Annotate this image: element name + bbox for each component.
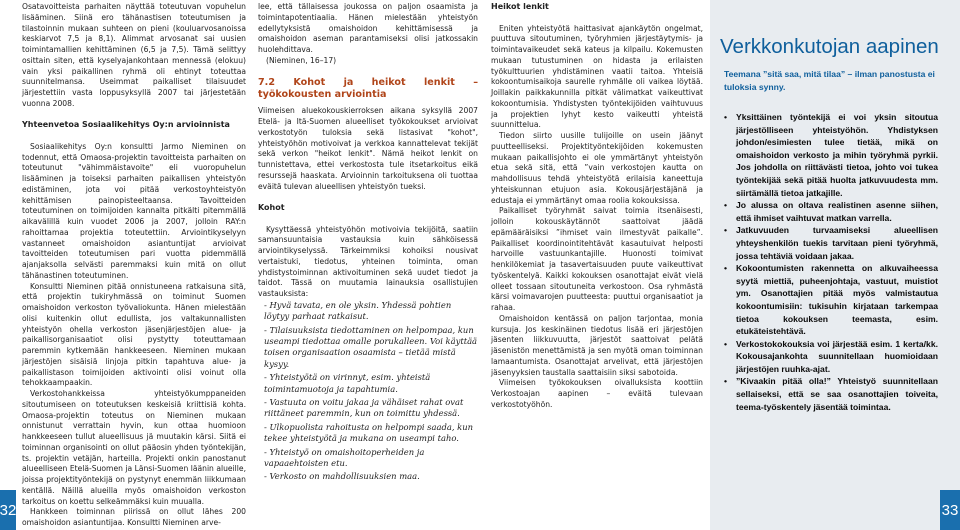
page-number-left: 32 — [0, 490, 16, 530]
quote-item: - Hyvä tavata, en ole yksin. Yhdessä pohtien löytyy parhaat ratkaisut. — [264, 299, 452, 322]
sidebar-box — [710, 0, 960, 530]
paragraph: Kysyttäessä yhteistyöhön motivoivia tekijöitä, saatiin samansuuntaisia vastauksia kuin sähköisessä arviointikyselyssä. Tärkeimmiksi kohoiksi nousivat vertaistuki, tiedotus, yhteinen toiminta, oman yhdistystoiminnan aktivoituminen sekä uudet tiedot ja taidot. Tässä on muutamia lainauksia osallistujien vastauksista: — [258, 224, 478, 298]
sidebar-title: Verkkonkutojan aapinen — [720, 35, 939, 58]
subheading-kohot: Kohot — [258, 203, 285, 212]
quote-item: - Yhteistyötä on virinnyt, esim. yhteistä toimintamuotoja ja tapahtumia. — [264, 372, 431, 394]
paragraph: Sosiaalikehitys Oy:n konsultti Jarmo Nieminen on todennut, että Omaosa-projektin tavoitteista parhaiten on toteutunut "vähimmäistavoite" eli vuoropuhelun lisääminen ja toiseksi parhaiten paikallisen yhteistyön edistäminen, jota voi pitää verkostoyhteistyön kehittämisen painopisteeltaansa. Tavoitteiden toteutuminen on toimijoiden kannalta pitkälti pitemmällä aikavälillä kuin vuodet 2006 ja 2007, jolloin RAY:n rahoittamaa projektia toteutettiin. Arviointikyselyyn vastanneet omaishoidon asiantuntijat arvioivat tavoitteiden toteutumisen pari vuotta pidemmällä ajanjaksolla selvästi paremmaksi kuin mitä on ollut tähänastinen toteutuminen. — [22, 141, 246, 280]
quote-item: - Vastuuta on voitu jakaa ja vähäiset rahat ovat riittäneet paremmin, kun on toimittu yhdessä. — [264, 397, 464, 419]
text-column-3 — [491, 2, 703, 411]
paragraph: lee, että tällaisessa joukossa on paljon osaamista ja toimintapotentiaalia. Hänen mielestään yhteistyön edellytyksistä omaishoidon kehittämisessä ja omaishoidon aseman parantamiseksi olisi jatkossakin huolehdittava. — [258, 2, 478, 54]
paragraph: Hankkeen toiminnan piirissä on ollut lähes 200 omaishoidon asiantuntijaa. Konsultti Nieminen arve- — [22, 507, 246, 527]
paragraph: Viimeisen työkokouksen oivalluksista koottiin Verkostoajan aapinen – eväitä tulevaan verkostotyöhön. — [491, 378, 703, 409]
paragraph: Omaishoidon kentässä on paljon tarjontaa, monia kursuja. Jos keskinäinen tiedotus lisää eri järjestöjen jäsenten liikkuvuutta, järjestöt saattoivat pelätä jäsenistön menettämistä ja sen myötä oman toiminnan lamaantumista. Osanottajat arvelivat, että järjestöjen jäsenyyksien taustalla saattaisiin siksi sabotoida. — [491, 313, 703, 377]
quote-item: - Ulkopuolista rahoitusta on helpompi saada, kun tekee yhteistyötä ja mukana on useampi taho. — [264, 421, 474, 444]
section-heading: 7.2 Kohot ja heikot lenkit – työkokousten arviointia — [258, 77, 478, 100]
bullet-item: • ”Kivaakin pitää olla!” Yhteistyö suunnitellaan sellaiseksi, että se saa osanottajien toiveita, teema-työskentely jäsentää toimintaa. — [724, 375, 938, 413]
paragraph: Verkostohankkeissa yhteistyökumppaneiden sitoutumiseen on toteutuksen keskeisiä kriittisiä kohta. Omaosa-projektin toteutus on Nieminen mukaan onnistunut verrattain hyvin, kun ottaa huomioon hankkeeseen tullut alueellisuus jä muutakin kärsi. Siitä ei toiminnan organisointi on ollut pääosin yhden työntekijän, ts. projektin vetäjän, harteilla. Projekti onkin panostanut alueelliseen Etelä-Suomen ja Länsi-Suomen läänin alueille, joissa projektityöntekijä on pystynyt enemmän liikkumaan kentällä. Näillä alueilla myös omaishoidon verkoston tarkoitus on koettu selkeämmäksi kuin muualla. — [22, 389, 246, 506]
bullet-item: • Verkostokokouksia voi järjestää esim. 1 kerta/kk. Kokousajankohta suunnitellaan huomioidaan järjestöjen ruuhka-ajat. — [724, 338, 938, 376]
bullet-item: • Jatkuvuuden turvaamiseksi alueellisen yhteyshenkilön tuekis tarvitaan pieni työryhmä, jossa tehtäviä voidaan jakaa. — [724, 224, 938, 262]
paragraph: Konsultti Nieminen pitää onnistuneena ratkaisuna sitä, että projektin tukiryhmässä on toiminut Suomen omaishoidon verkoston työvaliokunta. Hänen mielestään olisi kuitenkin ollut edullista, jos valtakunnallisten yhteistyön ohella verkoston jäsenjärjestöjen alue- ja paikallisorganisaatiot olisi pystytty toteuttamaan paremmin kytkemään hankkeeseen. Nieminen mukaan järjestöjen sisäisiä linjoja pitkin tapahtuva alue- ja paikallistason toimijoiden aktivointi olisi voinut olla tehokkaampaakin. — [22, 281, 246, 388]
bullet-item: • Jo alussa on oltava realistinen asenne siihen, että ihmiset vaihtuvat matkan varrella. — [724, 199, 938, 224]
text-column-1 — [22, 2, 246, 529]
paragraph: Paikalliset työryhmät saivat toimia itsenäisesti, jolloin kokouskäytännöt saattoivat jäädä epämääräisiksi ”ihmiset vain ilmestyvät paikalle”. Paikalliset koordinointitehtävät kasautuivat helposti harvoille vastuunkantajille. Huonosti toimivat henkilökemiat ja tasavertaisuuden puute vaikeuttivat työskentelyä. Kaikki kokouksen osanottajat eivät vielä olleet tossaan sitoutuneita verkostoon. Osa ryhmästä kärsi voimavarojen puutteesta: puuttui organisaatiot ja rahaa. — [491, 206, 703, 312]
text-column-2 — [258, 2, 478, 485]
paragraph: Viimeisen aluekokouskierroksen aikana syksyllä 2007 Etelä- ja Itä-Suomen alueelliset työkokoukset arvioivat verkostotyön tuloksia sekä listasivat "kohot", yhteistyöhön motivoivat ja verkkoa kannattelevat tekijät sekä verkon "heikot lenkit". Nämä heikot lenkit on tunnistettava, ettei verkostosta tule itsetarkoitus eikä resurssejä haaskata. Arvioinnin tarkoituksena oli tuottaa eväitä tulevan alueellisen yhteistyön tueksi. — [258, 106, 478, 191]
quote-item: - Yhteistyö on omaishoitoperheiden ja vapaaehtoisten etu. — [264, 446, 425, 469]
quote-item: - Verkosto on mahdollisuuksien maa. — [264, 471, 420, 482]
bullet-item: • Kokoontumisten rakennetta on alkuvaiheessa syytä miettiä, puheenjohtaja, vastuut, muistiot ym. Osanottajien pitää myös valmistautua kokoontumisiin: tukisuhin kirjataan tarkempaa tietoa kokouksen teemasta, esim. etukäteistehtävä. — [724, 262, 938, 338]
section-heading: Yhteenvetoa Sosiaalikehitys Oy:n arvioinnista — [22, 120, 230, 130]
bullet-item: • Yksittäinen työntekijä ei voi yksin sitoutua järjestölliseen yhteistyöhön. Yhdistyksen johdon/esimiesten tulee tietää, mikä on omaishoidon verkosto ja mihin työryhmä pyrkii. Jos johdolla on riittävästi tietoa, johto voi tukea työntekijää sekä pitää huolta jatkuvuudesta mm. siirtämällä tietoa jatkajille. — [724, 111, 938, 199]
sidebar-bullet-list — [724, 111, 938, 413]
subheading-heikot-lenkit: Heikot lenkit — [491, 2, 549, 11]
paragraph: Tiedon siirto uusille tulijoille on usein jäänyt puutteelliseksi. Projektityöntekijöiden kokemusten mukaan paikallisjohto ei ole ymmärtänyt yhteistyön etua sekä sitä, että ”vain verkostojen kautta on mahdollisuus tehdä yhteistyötä erilaisia kaneettuja yhteiskunnan etujuon asia. Kokousjärjestäjänä ja edustaja ei ymmärtänyt omaa roolia kokouksissa. — [491, 131, 703, 205]
paragraph: Osatavoitteista parhaiten näyttää toteutuvan vopuhelun lisääminen. Siinä ero tähänastisen toteutumisen ja tilastoinnin mukaan suhteen on pieni (kouluarvosanoissa keskiarvot 7,5 ja 8,1). Alimmat arvosanat sai uusien toimintamallien kehittäminen (6,5 ja 7,5). Tämä selittyy osittain siten, että kyselyajankohtaan mennessä (elokuu) vain yksi paikallinen ryhmä oli ehtinyt toteuttaa suunnitelmansa. Useimmat paikalliset tilaisuudet järjestettiin vasta loppusyksyllä 2007 tai järjestetään vuonna 2008. — [22, 2, 246, 108]
paragraph: Eniten yhteistyötä haittasivat ajankäytön ongelmat, puuttuva sitoutuminen, työryhmien järjestäytymis- ja toimintavaikeudet sekä kateus ja kilpailu. Kokemusten mukaan tutustuminen on hidasta ja erilaisten työkulttuurien yhdistäminen vaatii taitoa. Yhteisiä kokoontumisaikoja saurelle ryhmälle oli vaikea löytää. Joillakin paikkakunnilla pitkät välimatkat vaikeuttivat kokoontumisia. Yhdistysten työntekijöiden vaihtuvuus ja projektien lyhyt kesto vaikeutti yhteistä suunnittelua. — [491, 23, 703, 130]
quote-list — [258, 300, 478, 483]
page-number-right: 33 — [940, 490, 960, 530]
quote-item: - Tilaisuuksista tiedottaminen on helpompaa, kun useampi tiedottaa omalle porukalleen. Voi käyttää toisen organisaation osaamista – tietää mistä kysyy. — [264, 324, 478, 369]
citation: (Nieminen, 16–17) — [266, 55, 337, 65]
sidebar-subtitle: Teemana ”sitä saa, mitä tilaa” – ilman panostusta ei tuloksia synny. — [724, 69, 935, 92]
